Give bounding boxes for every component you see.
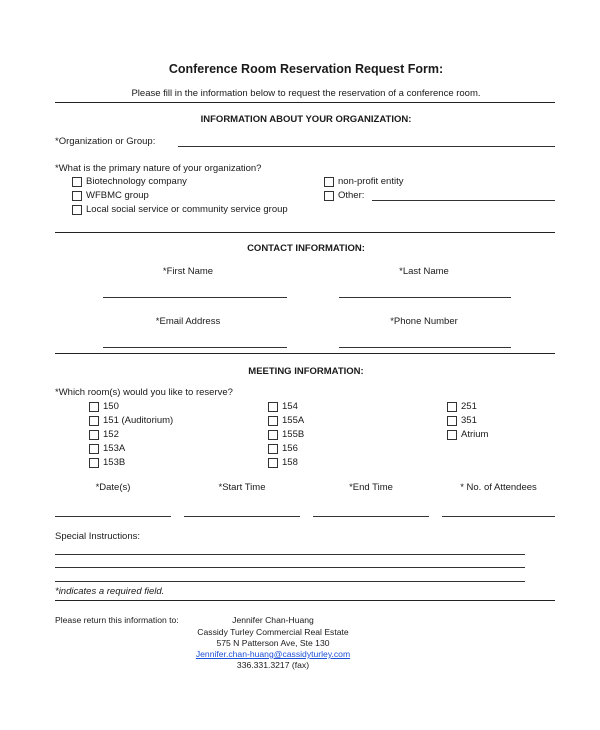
return-fax: 336.331.3217 (fax) (236, 660, 310, 670)
other-label: Other: (338, 190, 365, 201)
phone-field[interactable] (339, 347, 511, 348)
room-150-label: 150 (103, 401, 119, 412)
first-name-label: *First Name (162, 266, 214, 277)
dates-label: *Date(s) (95, 482, 131, 493)
social-service-checkbox[interactable] (72, 205, 82, 215)
last-name-label: *Last Name (399, 266, 449, 277)
other-checkbox[interactable] (324, 191, 334, 201)
nature-question: *What is the primary nature of your organization? (55, 163, 262, 174)
room-154-label: 154 (282, 401, 298, 412)
attendees-label: * No. of Attendees (460, 482, 537, 493)
last-name-field[interactable] (339, 297, 511, 298)
first-name-field[interactable] (103, 297, 287, 298)
room-251-label: 251 (461, 401, 477, 412)
room-351-checkbox[interactable] (447, 416, 457, 426)
organization-label: *Organization or Group: (55, 136, 156, 147)
special-instructions-line-3[interactable] (55, 581, 525, 582)
divider (55, 600, 555, 601)
room-151-checkbox[interactable] (89, 416, 99, 426)
room-atrium-label: Atrium (461, 429, 489, 440)
room-155a-checkbox[interactable] (268, 416, 278, 426)
meeting-heading: MEETING INFORMATION: (248, 366, 364, 377)
email-label: *Email Address (155, 316, 221, 327)
dates-field[interactable] (55, 516, 171, 517)
room-150-checkbox[interactable] (89, 402, 99, 412)
room-251-checkbox[interactable] (447, 402, 457, 412)
non-profit-checkbox[interactable] (324, 177, 334, 187)
email-field[interactable] (103, 347, 287, 348)
wfbmc-checkbox[interactable] (72, 191, 82, 201)
end-time-label: *End Time (349, 482, 393, 493)
return-name: Jennifer Chan-Huang (232, 615, 314, 625)
room-153a-label: 153A (103, 443, 126, 454)
room-155a-label: 155A (282, 415, 305, 426)
biotech-label: Biotechnology company (86, 176, 187, 187)
required-note: *indicates a required field. (55, 586, 165, 597)
divider (55, 353, 555, 354)
organization-heading: INFORMATION ABOUT YOUR ORGANIZATION: (200, 114, 412, 125)
non-profit-label: non-profit entity (338, 176, 404, 187)
social-service-label: Local social service or community service group (86, 204, 288, 215)
special-instructions-line-1[interactable] (55, 554, 525, 555)
room-155b-checkbox[interactable] (268, 430, 278, 440)
room-156-label: 156 (282, 443, 298, 454)
room-152-label: 152 (103, 429, 119, 440)
special-instructions-label: Special Instructions: (55, 531, 141, 542)
attendees-field[interactable] (442, 516, 555, 517)
organization-field[interactable] (178, 146, 555, 147)
start-time-label: *Start Time (218, 482, 266, 493)
start-time-field[interactable] (184, 516, 300, 517)
form-title: Conference Room Reservation Request Form: (168, 62, 444, 76)
wfbmc-label: WFBMC group (86, 190, 149, 201)
contact-heading: CONTACT INFORMATION: (247, 243, 365, 254)
return-label: Please return this information to: (55, 615, 179, 625)
room-atrium-checkbox[interactable] (447, 430, 457, 440)
return-address: 575 N Patterson Ave, Ste 130 (216, 638, 330, 648)
room-152-checkbox[interactable] (89, 430, 99, 440)
divider (55, 232, 555, 233)
biotech-checkbox[interactable] (72, 177, 82, 187)
room-153a-checkbox[interactable] (89, 444, 99, 454)
room-351-label: 351 (461, 415, 477, 426)
phone-label: *Phone Number (390, 316, 458, 327)
rooms-question: *Which room(s) would you like to reserve? (55, 387, 233, 398)
form-intro: Please fill in the information below to request the reservation of a conference room. (131, 88, 481, 99)
room-153b-checkbox[interactable] (89, 458, 99, 468)
room-154-checkbox[interactable] (268, 402, 278, 412)
room-158-checkbox[interactable] (268, 458, 278, 468)
room-153b-label: 153B (103, 457, 126, 468)
room-151-label: 151 (Auditorium) (103, 415, 174, 426)
end-time-field[interactable] (313, 516, 429, 517)
other-field[interactable] (372, 200, 555, 201)
room-156-checkbox[interactable] (268, 444, 278, 454)
divider (55, 102, 555, 103)
room-155b-label: 155B (282, 429, 305, 440)
return-email-link[interactable]: Jennifer.chan-huang@cassidyturley.com (195, 649, 351, 659)
return-company: Cassidy Turley Commercial Real Estate (197, 627, 349, 637)
room-158-label: 158 (282, 457, 298, 468)
special-instructions-line-2[interactable] (55, 567, 525, 568)
